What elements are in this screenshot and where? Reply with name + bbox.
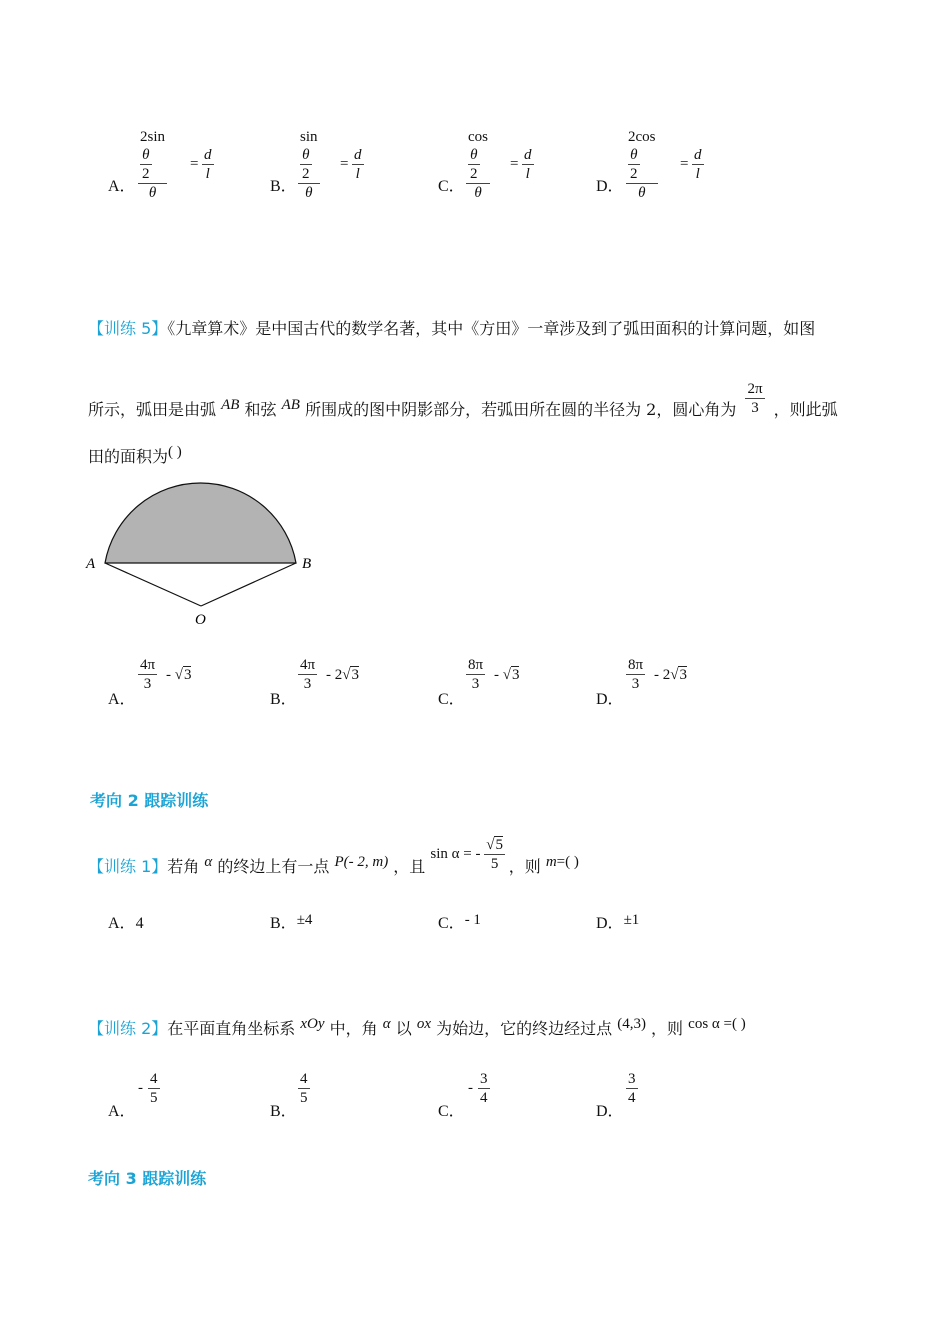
numerator bbox=[626, 128, 658, 183]
option-label: B． bbox=[270, 915, 297, 932]
d-over-l bbox=[522, 146, 534, 183]
numerator: 4π bbox=[300, 657, 316, 673]
fraction: $\frac{√5}{5}$ bbox=[486, 837, 503, 872]
option-label: B． bbox=[270, 178, 297, 195]
fraction bbox=[466, 128, 490, 202]
two: 2 bbox=[302, 166, 310, 182]
question-text: 所示，弧田是由弧 bbox=[88, 400, 217, 419]
option-label: B． bbox=[270, 691, 297, 708]
minus-sign: - bbox=[166, 667, 171, 683]
arc-field-figure bbox=[80, 472, 330, 632]
point: (4,3) bbox=[617, 1016, 646, 1032]
half-angle bbox=[140, 146, 152, 183]
question-text: 为始边，它的终边经过点 bbox=[436, 1019, 613, 1038]
theta: θ bbox=[142, 147, 150, 163]
numerator: 8π bbox=[468, 657, 484, 673]
denominator: 3 bbox=[471, 676, 480, 692]
d: d bbox=[524, 147, 532, 163]
equals: = bbox=[680, 156, 689, 172]
option-label: A． bbox=[108, 1103, 136, 1120]
d: d bbox=[354, 147, 362, 163]
numerator bbox=[298, 128, 320, 183]
minus-sign: - bbox=[654, 667, 659, 683]
denominator: θ bbox=[474, 185, 482, 201]
denominator: 5 bbox=[490, 856, 499, 872]
radius-oa bbox=[105, 563, 201, 606]
question-text: 和弦 bbox=[244, 400, 277, 419]
arc-ab: AB bbox=[221, 397, 240, 413]
central-angle-fraction bbox=[745, 380, 764, 417]
minus-root: - √3 bbox=[494, 667, 520, 683]
denominator: 4 bbox=[480, 1090, 488, 1106]
alpha: α bbox=[204, 853, 213, 870]
option-label: A． bbox=[108, 691, 136, 708]
d-over-l bbox=[202, 146, 214, 183]
question-text: ，则 bbox=[508, 856, 541, 876]
l: l bbox=[695, 166, 700, 182]
fraction bbox=[626, 656, 645, 693]
equals: = bbox=[510, 156, 519, 172]
two: 2 bbox=[630, 166, 638, 182]
fraction bbox=[626, 128, 658, 202]
l: l bbox=[205, 166, 210, 182]
minus-root: - 2√3 bbox=[326, 667, 359, 683]
denominator: 3 bbox=[751, 400, 759, 416]
radicand: 5 bbox=[495, 837, 503, 853]
option-label: A． bbox=[108, 178, 136, 195]
ox: ox bbox=[416, 1016, 431, 1032]
coefficient: 2 bbox=[140, 129, 148, 145]
denominator: 3 bbox=[143, 676, 152, 692]
fraction bbox=[298, 128, 320, 202]
numerator: 3 bbox=[628, 1071, 636, 1087]
fraction bbox=[466, 656, 485, 693]
equals: = bbox=[340, 156, 349, 172]
fraction bbox=[138, 656, 157, 693]
fraction bbox=[148, 1070, 160, 1107]
option-value: - 1 bbox=[464, 912, 481, 928]
question-text: 田的面积为 bbox=[88, 447, 169, 466]
numerator bbox=[138, 128, 167, 183]
radicand: 3 bbox=[511, 667, 520, 683]
denominator: θ bbox=[305, 185, 313, 201]
fraction bbox=[478, 1070, 490, 1107]
question-text: 的终边上有一点 bbox=[217, 856, 330, 876]
half-angle bbox=[468, 146, 480, 183]
theta: θ bbox=[470, 147, 478, 163]
question-text: 中，角 bbox=[329, 1019, 378, 1038]
question-line bbox=[88, 1016, 746, 1039]
section-heading: 考向 3 跟踪训练 bbox=[88, 1169, 207, 1188]
fraction bbox=[138, 128, 167, 202]
function-name: sin bbox=[300, 129, 318, 145]
question-tag: 【训练 1】 bbox=[88, 856, 168, 876]
denominator: 4 bbox=[628, 1090, 636, 1106]
two: 2 bbox=[470, 166, 478, 182]
denominator: 5 bbox=[150, 1090, 158, 1106]
question-line-1 bbox=[88, 316, 815, 339]
numerator: 4 bbox=[300, 1071, 308, 1087]
point-b-label: B bbox=[302, 556, 312, 572]
d-over-l bbox=[692, 146, 704, 183]
option-d bbox=[596, 910, 639, 933]
question-text: ，则此弧 bbox=[773, 400, 838, 419]
option-value: ±1 bbox=[623, 912, 640, 928]
question-tag: 【训练 2】 bbox=[88, 1019, 168, 1038]
minus-root: - 2√3 bbox=[654, 667, 687, 683]
fraction bbox=[626, 1070, 638, 1107]
function-name: cos bbox=[468, 129, 488, 145]
option-value: 4 bbox=[135, 915, 144, 932]
d: d bbox=[694, 147, 702, 163]
question-text: 若角 bbox=[167, 856, 200, 876]
d: d bbox=[204, 147, 212, 163]
point-a-label: A bbox=[86, 556, 96, 572]
numerator bbox=[466, 128, 490, 183]
question-line-3 bbox=[88, 444, 182, 467]
option-label: D． bbox=[596, 691, 624, 708]
option-value: ±4 bbox=[296, 912, 313, 928]
half-angle bbox=[300, 146, 312, 183]
question-text: 在平面直角坐标系 bbox=[167, 1019, 296, 1038]
d-over-l bbox=[352, 146, 364, 183]
point-o-label: O bbox=[195, 612, 206, 628]
denominator: θ bbox=[148, 185, 157, 201]
cos-alpha: cos α =( ) bbox=[688, 1016, 746, 1032]
option-label: C． bbox=[438, 691, 465, 708]
coefficient: 2 bbox=[334, 667, 343, 683]
option-label: C． bbox=[438, 178, 465, 195]
equals: = bbox=[190, 156, 199, 172]
l: l bbox=[525, 166, 530, 182]
denominator: 3 bbox=[303, 676, 312, 692]
section-heading: 考向 2 跟踪训练 bbox=[90, 791, 209, 810]
minus-sign: - bbox=[138, 1080, 143, 1096]
sin-alpha: sin α = - bbox=[430, 845, 481, 862]
option-label: A． bbox=[108, 915, 136, 932]
radicand: 3 bbox=[679, 667, 687, 683]
minus-root: - √3 bbox=[166, 667, 192, 683]
two: 2 bbox=[142, 166, 150, 182]
theta: θ bbox=[302, 147, 310, 163]
fraction bbox=[298, 1070, 310, 1107]
option-b bbox=[270, 910, 312, 933]
half-angle bbox=[628, 146, 640, 183]
option-label: B． bbox=[270, 1103, 297, 1120]
question-tag: 【训练 5】 bbox=[88, 319, 168, 338]
answer-blank: =( ) bbox=[556, 853, 579, 870]
question-text: 所围成的图中阴影部分，若弧田所在圆的半径为 2，圆心角为 bbox=[305, 400, 737, 419]
question-text: 以 bbox=[395, 1019, 412, 1038]
shaded-segment bbox=[105, 483, 296, 563]
radicand: 3 bbox=[183, 667, 192, 683]
m-equals bbox=[546, 854, 579, 870]
denominator: 3 bbox=[631, 676, 640, 692]
fraction bbox=[298, 656, 317, 693]
m: m bbox=[545, 853, 557, 870]
radius-ob bbox=[201, 563, 296, 606]
question-line bbox=[88, 837, 579, 887]
l: l bbox=[355, 166, 360, 182]
chord-ab: AB bbox=[281, 397, 300, 413]
option-a bbox=[108, 910, 144, 933]
denominator: 5 bbox=[300, 1090, 308, 1106]
minus-sign: - bbox=[468, 1080, 473, 1096]
numerator: 4π bbox=[140, 657, 156, 673]
option-label: D． bbox=[596, 178, 624, 195]
answer-blank: ( ) bbox=[168, 444, 182, 460]
option-c bbox=[438, 910, 481, 933]
xoy: xOy bbox=[300, 1016, 325, 1032]
numerator: 3 bbox=[480, 1071, 488, 1087]
radicand: 3 bbox=[351, 667, 359, 683]
option-label: C． bbox=[438, 1103, 465, 1120]
numerator: 8π bbox=[628, 657, 644, 673]
option-label: C． bbox=[438, 915, 465, 932]
question-text: ，则 bbox=[651, 1019, 684, 1038]
coefficient: 2 bbox=[628, 129, 636, 145]
function-name: sin bbox=[147, 129, 166, 145]
numerator: 4 bbox=[150, 1071, 158, 1087]
numerator: 2π bbox=[747, 381, 763, 397]
sin-expression bbox=[430, 837, 508, 872]
minus-sign: - bbox=[326, 667, 331, 683]
denominator: θ bbox=[638, 185, 646, 201]
alpha: α bbox=[382, 1016, 391, 1032]
minus-sign: - bbox=[494, 667, 499, 683]
question-text: 《九章算术》是中国古代的数学名著，其中《方田》一章涉及到了弧田面积的计算问题，如图 bbox=[167, 319, 816, 338]
function-name: cos bbox=[635, 129, 656, 145]
question-text: ，且 bbox=[393, 856, 426, 876]
point-p: P(- 2, m) bbox=[334, 853, 389, 870]
coefficient: 2 bbox=[662, 667, 671, 683]
option-label: D． bbox=[596, 915, 624, 932]
theta: θ bbox=[630, 147, 638, 163]
option-label: D． bbox=[596, 1103, 624, 1120]
